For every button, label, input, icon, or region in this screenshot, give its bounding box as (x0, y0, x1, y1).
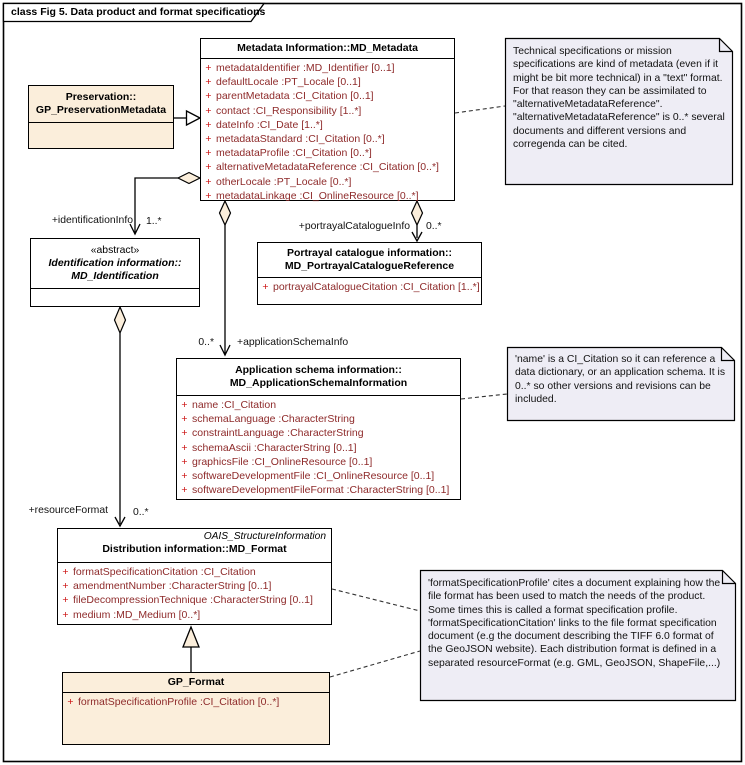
attribute-row (177, 441, 460, 455)
note-technical-specs: Technical specifications or mission specifications are kind of metadata (even if it might be bit more technical) in a "text" format. For that reason they can be assimilated to "alternativeMetadataReference". "alternativeMetadataReference" is 0..* several documents and different versions and corregenda can be cited. (513, 46, 725, 151)
attribute-row (201, 118, 454, 132)
role-identificationinfo: +identificationInfo (51, 215, 133, 226)
association-portrayalcatalogueinfo (412, 201, 423, 241)
attribute-text: parentMetadata :CI_Citation [0..1] (216, 90, 374, 103)
class-name-line: Application schema information:: (235, 364, 402, 376)
class-md-applicationschemainformation (176, 358, 461, 500)
attribute-row (177, 455, 460, 469)
visibility-plus: + (205, 189, 212, 202)
attribute-row (58, 608, 331, 622)
attribute-compartment (258, 278, 481, 304)
class-name-line: Preservation:: (65, 91, 137, 103)
attribute-row (177, 398, 460, 412)
class-md-portrayalcataloguereference (257, 242, 482, 305)
mult-applicationschemainfo: 0..* (198, 337, 214, 348)
attribute-compartment (177, 396, 460, 499)
class-name-line: Identification information:: (48, 257, 182, 269)
attribute-text: contact :CI_Responsibility [1..*] (216, 104, 362, 117)
class-name-line: GP_PreservationMetadata (35, 104, 167, 116)
attribute-row (63, 695, 329, 709)
class-name-line: MD_Identification (71, 270, 159, 282)
attribute-row (201, 146, 454, 160)
role-portrayalcatalogueinfo: +portrayalCatalogueInfo (298, 221, 410, 232)
visibility-plus: + (62, 594, 69, 607)
attribute-row (177, 469, 460, 483)
attribute-compartment (201, 59, 454, 203)
attribute-row (201, 104, 454, 118)
visibility-plus: + (205, 118, 212, 131)
attribute-row (201, 160, 454, 174)
attribute-row (201, 61, 454, 75)
note-name-citation: 'name' is a CI_Citation so it can reference a data dictionary, or an application schema. It is 0..* so other versions and revisions can be included. (515, 354, 726, 405)
attribute-row (177, 426, 460, 440)
association-identificationinfo (130, 173, 200, 235)
association-resourceformat (115, 307, 126, 526)
attribute-row (177, 412, 460, 426)
class-md-identification (30, 238, 200, 307)
visibility-plus: + (62, 580, 69, 593)
attribute-row (58, 579, 331, 593)
attribute-text: softwareDevelopmentFile :CI_OnlineResource [0..1] (192, 470, 435, 483)
diagram-title: class Fig 5. Data product and format specifications (11, 6, 266, 18)
attribute-text: defaultLocale :PT_Locale [0..1] (216, 76, 361, 89)
attribute-text: constraintLanguage :CharacterString (192, 427, 364, 440)
attribute-compartment (58, 563, 331, 624)
attribute-text: graphicsFile :CI_OnlineResource [0..1] (192, 455, 373, 468)
stereotype-label: «abstract» (90, 245, 140, 256)
attribute-text: fileDecompressionTechnique :CharacterString [0..1] (73, 594, 313, 607)
attribute-text: alternativeMetadataReference :CI_Citation [0..*] (216, 161, 439, 174)
role-resourceformat: +resourceFormat (28, 505, 108, 516)
class-gp-preservationmetadata (28, 85, 174, 149)
attribute-compartment (63, 693, 329, 744)
attribute-text: softwareDevelopmentFileFormat :CharacterString [0..1] (192, 484, 450, 497)
class-md-metadata (200, 38, 455, 201)
attribute-row (201, 89, 454, 103)
attribute-text: metadataStandard :CI_Citation [0..*] (216, 133, 385, 146)
oais-tag: OAIS_StructureInformation (203, 531, 326, 542)
mult-portrayalcatalogueinfo: 0..* (426, 221, 442, 232)
attribute-text: metadataLinkage :CI_OnlineResource [0..*] (216, 189, 419, 202)
attribute-row (258, 280, 481, 294)
visibility-plus: + (181, 399, 188, 411)
visibility-plus: + (181, 441, 188, 454)
attribute-row (58, 593, 331, 607)
class-name: Distribution information::MD_Format (102, 543, 287, 555)
notelink-appschema (461, 394, 507, 399)
visibility-plus: + (205, 62, 212, 74)
notelink-gpformat (330, 651, 420, 677)
attribute-text: otherLocale :PT_Locale [0..*] (216, 175, 352, 188)
visibility-plus: + (181, 470, 188, 483)
visibility-plus: + (67, 696, 74, 708)
visibility-plus: + (181, 455, 188, 468)
visibility-plus: + (205, 104, 212, 117)
class-name: GP_Format (167, 676, 225, 688)
visibility-plus: + (205, 175, 212, 188)
visibility-plus: + (262, 281, 269, 293)
visibility-plus: + (205, 161, 212, 174)
class-gp-format (62, 672, 330, 745)
class-name-line: MD_ApplicationSchemaInformation (229, 377, 408, 389)
attribute-row (177, 483, 460, 497)
attribute-text: amendmentNumber :CharacterString [0..1] (73, 580, 272, 593)
visibility-plus: + (62, 566, 69, 578)
attribute-row (201, 75, 454, 89)
generalization-gpformat-mdformat (183, 627, 199, 672)
attribute-text: medium :MD_Medium [0..*] (73, 608, 201, 621)
class-name: Metadata Information::MD_Metadata (237, 42, 418, 54)
attribute-text: metadataProfile :CI_Citation [0..*] (216, 147, 372, 160)
notelink-metadata (455, 106, 505, 113)
attribute-text: metadataIdentifier :MD_Identifier [0..1] (216, 62, 395, 74)
visibility-plus: + (205, 147, 212, 160)
attribute-text: dateInfo :CI_Date [1..*] (216, 118, 323, 131)
generalization-preservation-mdmetadata (174, 111, 200, 125)
class-name-line: Portrayal catalogue information:: (286, 247, 453, 259)
visibility-plus: + (205, 133, 212, 146)
note-format-profile: 'formatSpecificationProfile' cites a document explaining how the file format has been used to match the needs of the product. Some times this is called a format specification profile. 'formatSpecificationCitation' links to the file format specification document (e.g the document describing the TIFF 6.0 format of the GeoJSON website). Each distribution format is defined in a separated resourceFormat (e.g. GML, GeoJSON, ShapeFile,...) (428, 578, 721, 669)
visibility-plus: + (205, 76, 212, 89)
attribute-text: schemaLanguage :CharacterString (192, 413, 355, 426)
attribute-row (58, 565, 331, 579)
class-name-line: MD_PortrayalCatalogueReference (284, 260, 455, 272)
attribute-compartment (29, 123, 173, 148)
attribute-row (201, 175, 454, 189)
association-applicationschemainfo (220, 201, 231, 355)
mult-resourceformat: 0..* (133, 507, 149, 518)
visibility-plus: + (62, 608, 69, 621)
role-applicationschemainfo: +applicationSchemaInfo (237, 337, 349, 348)
attribute-row (201, 189, 454, 203)
notelink-mdformat (332, 589, 420, 611)
class-md-format (57, 528, 332, 625)
visibility-plus: + (181, 484, 188, 497)
visibility-plus: + (181, 427, 188, 440)
visibility-plus: + (181, 413, 188, 426)
attribute-compartment (31, 289, 199, 306)
visibility-plus: + (205, 90, 212, 103)
attribute-text: name :CI_Citation (192, 399, 277, 411)
attribute-text: schemaAscii :CharacterString [0..1] (192, 441, 357, 454)
attribute-row (201, 132, 454, 146)
attribute-text: portrayalCatalogueCitation :CI_Citation [1..*] (273, 281, 480, 293)
attribute-text: formatSpecificationProfile :CI_Citation [0..*] (78, 696, 280, 708)
mult-identificationinfo: 1..* (146, 216, 162, 227)
attribute-text: formatSpecificationCitation :CI_Citation (73, 566, 256, 578)
